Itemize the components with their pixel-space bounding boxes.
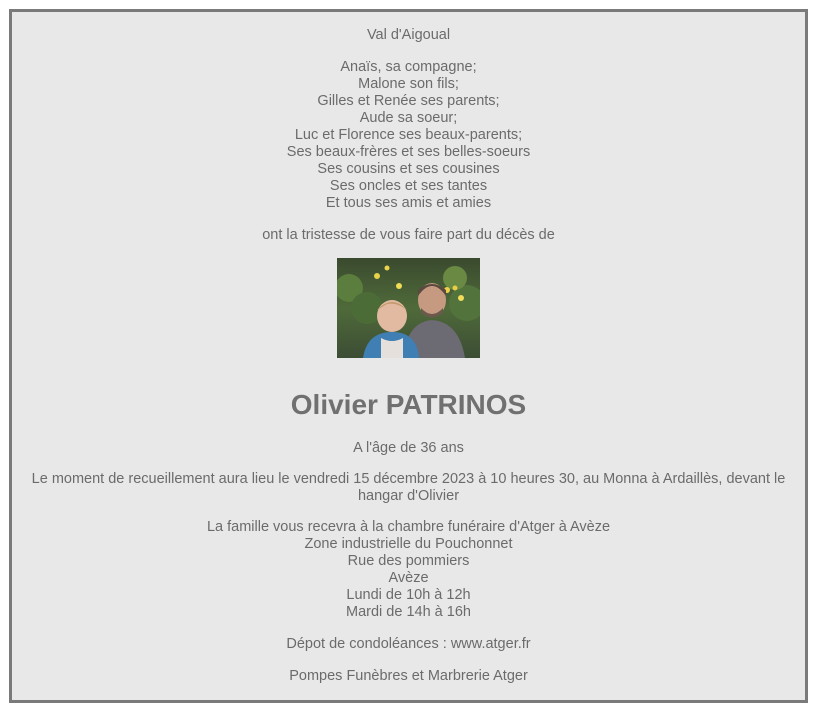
reception-line: Avèze (388, 570, 429, 586)
obituary-card (9, 9, 808, 703)
location-text: Val d'Aigoual (366, 27, 451, 43)
ceremony-text: Le moment de recueillement aura lieu le vendredi 15 décembre 2023 à 10 heures 30, au Monna à Ardaillès, devant le hangar d'Olivier (31, 471, 786, 504)
deceased-name: Olivier PATRINOS (290, 389, 527, 420)
family-line: Ses oncles et ses tantes (329, 178, 488, 194)
family-line: Et tous ses amis et amies (325, 195, 492, 211)
funeral-home-text: Pompes Funèbres et Marbrerie Atger (289, 668, 528, 684)
family-line: Luc et Florence ses beaux-parents; (294, 127, 523, 143)
family-line: Malone son fils; (358, 76, 459, 92)
family-line: Anaïs, sa compagne; (340, 59, 477, 75)
reception-line: Rue des pommiers (347, 553, 470, 569)
reception-line: Zone industrielle du Pouchonnet (304, 536, 513, 552)
age-text: A l'âge de 36 ans (353, 440, 464, 456)
portrait-photo (337, 258, 480, 358)
family-list (12, 59, 805, 212)
family-line: Ses cousins et ses cousines (317, 161, 500, 177)
reception-line: Lundi de 10h à 12h (346, 587, 471, 603)
reception-details (12, 519, 805, 621)
family-line: Ses beaux-frères et ses belles-soeurs (286, 144, 531, 160)
reception-line: Mardi de 14h à 16h (346, 604, 471, 620)
family-line: Gilles et Renée ses parents; (317, 93, 500, 109)
reception-line: La famille vous recevra à la chambre funéraire d'Atger à Avèze (206, 519, 611, 535)
announcement-text: ont la tristesse de vous faire part du décès de (262, 227, 555, 243)
condolences-text: Dépot de condoléances : www.atger.fr (286, 636, 531, 652)
family-line: Aude sa soeur; (359, 110, 458, 126)
